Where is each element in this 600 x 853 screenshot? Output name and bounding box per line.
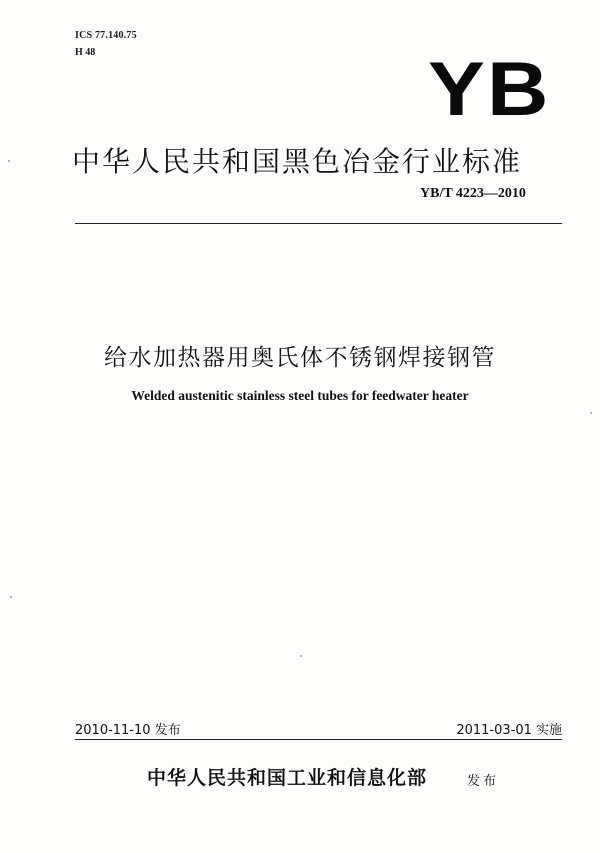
bottom-divider bbox=[75, 739, 562, 740]
document-title-english: Welded austenitic stainless steel tubes for feedwater heater bbox=[131, 388, 469, 403]
scan-speck bbox=[10, 596, 12, 598]
organization-title: 中华人民共和国黑色冶金行业标准 bbox=[72, 145, 523, 178]
classification-code: H 48 bbox=[75, 47, 96, 58]
document-title-chinese: 给水加热器用奥氏体不锈钢焊接钢管 bbox=[104, 345, 496, 371]
ics-code: ICS 77.140.75 bbox=[75, 30, 137, 41]
publish-label: 发布 bbox=[467, 774, 500, 789]
top-divider bbox=[75, 223, 562, 224]
standard-number: YB/T 4223—2010 bbox=[420, 186, 526, 201]
scan-speck bbox=[8, 160, 10, 162]
yb-logo: YB bbox=[428, 47, 551, 132]
scan-speck bbox=[590, 412, 592, 414]
implementation-date: 2011-03-01 实施 bbox=[456, 723, 562, 738]
publisher-name: 中华人民共和国工业和信息化部 bbox=[147, 767, 428, 789]
issue-date: 2010-11-10 发布 bbox=[75, 723, 181, 738]
scan-speck bbox=[300, 655, 302, 657]
